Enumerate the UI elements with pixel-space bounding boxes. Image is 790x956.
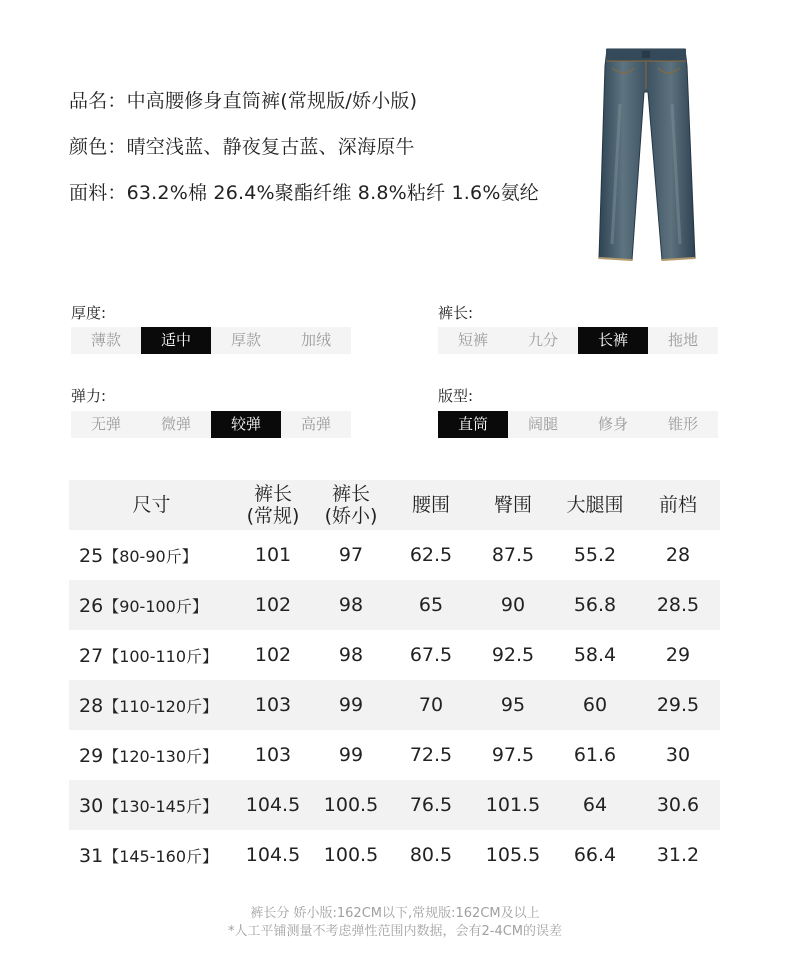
- size-number: 29: [79, 744, 104, 767]
- size-cell: [69, 630, 234, 680]
- size-table-header: [69, 480, 720, 530]
- weight-range: 【90-100斤】: [103, 596, 208, 616]
- size-number: 28: [79, 694, 104, 717]
- measurement-note: *人工平铺测量不考虑弹性范围内数据，会有2-4CM的误差: [227, 924, 563, 939]
- measure-cell: 62.5: [409, 544, 453, 566]
- length-options: [438, 327, 718, 354]
- measure-cell: 99: [338, 744, 364, 766]
- length-option: 九分: [527, 331, 558, 349]
- measure-cell: 97: [338, 544, 364, 566]
- size-cell: [69, 830, 234, 880]
- product-fabric-line: [69, 178, 539, 205]
- thickness-option: 加绒: [300, 331, 331, 349]
- weight-range: 【145-160斤】: [103, 846, 219, 866]
- measure-cell: 28: [665, 544, 691, 566]
- measure-cell: 70: [390, 680, 472, 730]
- measure-cell: 67.5: [409, 644, 453, 666]
- product-color-label: 颜色：: [69, 136, 127, 158]
- measure-cell: 58.4: [573, 644, 617, 666]
- product-name-label: 品名：: [69, 90, 127, 112]
- size-number: 26: [79, 594, 104, 617]
- thickness-option: 薄款: [90, 331, 121, 349]
- measure-cell: 102: [234, 580, 312, 630]
- size-cell: [69, 730, 234, 780]
- product-name-value: 中高腰修身直筒裤(常规版/娇小版): [126, 90, 418, 112]
- measure-cell: 103: [234, 680, 312, 730]
- product-name-line: [69, 86, 417, 113]
- header-thigh: 大腿围: [554, 480, 636, 530]
- length-option: 长裤: [578, 327, 648, 354]
- table-row: [69, 630, 720, 680]
- elasticity-title: 弹力:: [71, 387, 107, 405]
- fit-option: 直筒: [438, 411, 508, 438]
- table-row: [69, 680, 720, 730]
- size-table: [69, 480, 720, 880]
- elasticity-option: 微弹: [160, 415, 191, 433]
- fit-option: 阔腿: [527, 415, 558, 433]
- thickness-option: 适中: [141, 327, 211, 354]
- fit-option: 修身: [597, 415, 628, 433]
- measure-cell: 31.2: [656, 844, 700, 866]
- measure-cell: 100.5: [312, 780, 390, 830]
- header-length-petite: 裤长 (娇小): [312, 480, 390, 530]
- measure-cell: 61.6: [573, 744, 617, 766]
- elasticity-option: 高弹: [300, 415, 331, 433]
- elasticity-options: [71, 411, 351, 438]
- measure-cell: 100.5: [323, 844, 379, 866]
- header-length-regular: 裤长 (常规): [234, 480, 312, 530]
- measure-cell: 72.5: [409, 744, 453, 766]
- jeans-icon: [584, 44, 712, 264]
- size-number: 25: [79, 544, 104, 567]
- measure-cell: 95: [472, 680, 554, 730]
- measure-cell: 104.5: [234, 780, 312, 830]
- fit-options: [438, 411, 718, 438]
- table-row: [69, 530, 720, 580]
- measure-cell: 102: [254, 644, 292, 666]
- weight-range: 【120-130斤】: [103, 746, 219, 766]
- elasticity-option: 无弹: [90, 415, 121, 433]
- measure-cell: 65: [390, 580, 472, 630]
- measure-cell: 80.5: [409, 844, 453, 866]
- measure-cell: 101: [254, 544, 292, 566]
- measure-cell: 105.5: [485, 844, 541, 866]
- size-cell: [69, 530, 234, 580]
- measure-cell: 28.5: [636, 580, 720, 630]
- product-color-line: [69, 132, 415, 159]
- size-number: 30: [79, 794, 104, 817]
- length-note: 裤长分 娇小版:162CM以下,常规版:162CM及以上: [250, 906, 540, 921]
- weight-range: 【130-145斤】: [103, 796, 219, 816]
- header-front-rise: 前档: [636, 480, 720, 530]
- weight-range: 【100-110斤】: [103, 646, 219, 666]
- measure-cell: 99: [312, 680, 390, 730]
- jeans-product-image: [584, 44, 712, 264]
- table-row: [69, 730, 720, 780]
- weight-range: 【110-120斤】: [103, 696, 219, 716]
- size-cell: [69, 680, 234, 730]
- measure-cell: 76.5: [390, 780, 472, 830]
- measure-cell: 103: [254, 744, 292, 766]
- header-size: 尺寸: [69, 480, 234, 530]
- table-row: [69, 830, 720, 880]
- measure-cell: 30: [665, 744, 691, 766]
- measure-cell: 60: [554, 680, 636, 730]
- size-number: 27: [79, 644, 104, 667]
- measure-cell: 97.5: [491, 744, 535, 766]
- measure-cell: 66.4: [573, 844, 617, 866]
- product-fabric-label: 面料：: [69, 182, 127, 204]
- thickness-title: 厚度:: [71, 304, 107, 322]
- elasticity-option: 较弹: [211, 411, 281, 438]
- measure-cell: 30.6: [636, 780, 720, 830]
- thickness-options: [71, 327, 351, 354]
- measure-cell: 64: [554, 780, 636, 830]
- measure-cell: 90: [472, 580, 554, 630]
- measure-cell: 29.5: [636, 680, 720, 730]
- fit-title: 版型:: [438, 387, 474, 405]
- weight-range: 【80-90斤】: [103, 546, 198, 566]
- measure-cell: 98: [338, 644, 364, 666]
- length-title: 裤长:: [438, 304, 474, 322]
- size-cell: [69, 580, 234, 630]
- product-color-value: 晴空浅蓝、静夜复古蓝、深海原牛: [126, 136, 415, 158]
- header-waist: 腰围: [390, 480, 472, 530]
- measure-cell: 29: [665, 644, 691, 666]
- measure-cell: 98: [312, 580, 390, 630]
- measure-cell: 56.8: [554, 580, 636, 630]
- length-option: 短裤: [457, 331, 488, 349]
- measure-cell: 92.5: [491, 644, 535, 666]
- length-option: 拖地: [667, 331, 698, 349]
- measure-cell: 87.5: [491, 544, 535, 566]
- product-fabric-value: 63.2%棉 26.4%聚酯纤维 8.8%粘纤 1.6%氨纶: [126, 182, 539, 204]
- thickness-option: 厚款: [230, 331, 261, 349]
- header-hip: 臀围: [472, 480, 554, 530]
- measure-cell: 104.5: [245, 844, 301, 866]
- table-row: [69, 580, 720, 630]
- fit-option: 锥形: [667, 415, 698, 433]
- table-row: [69, 780, 720, 830]
- measure-cell: 55.2: [573, 544, 617, 566]
- measure-cell: 101.5: [472, 780, 554, 830]
- size-cell: [69, 780, 234, 830]
- size-number: 31: [79, 844, 104, 867]
